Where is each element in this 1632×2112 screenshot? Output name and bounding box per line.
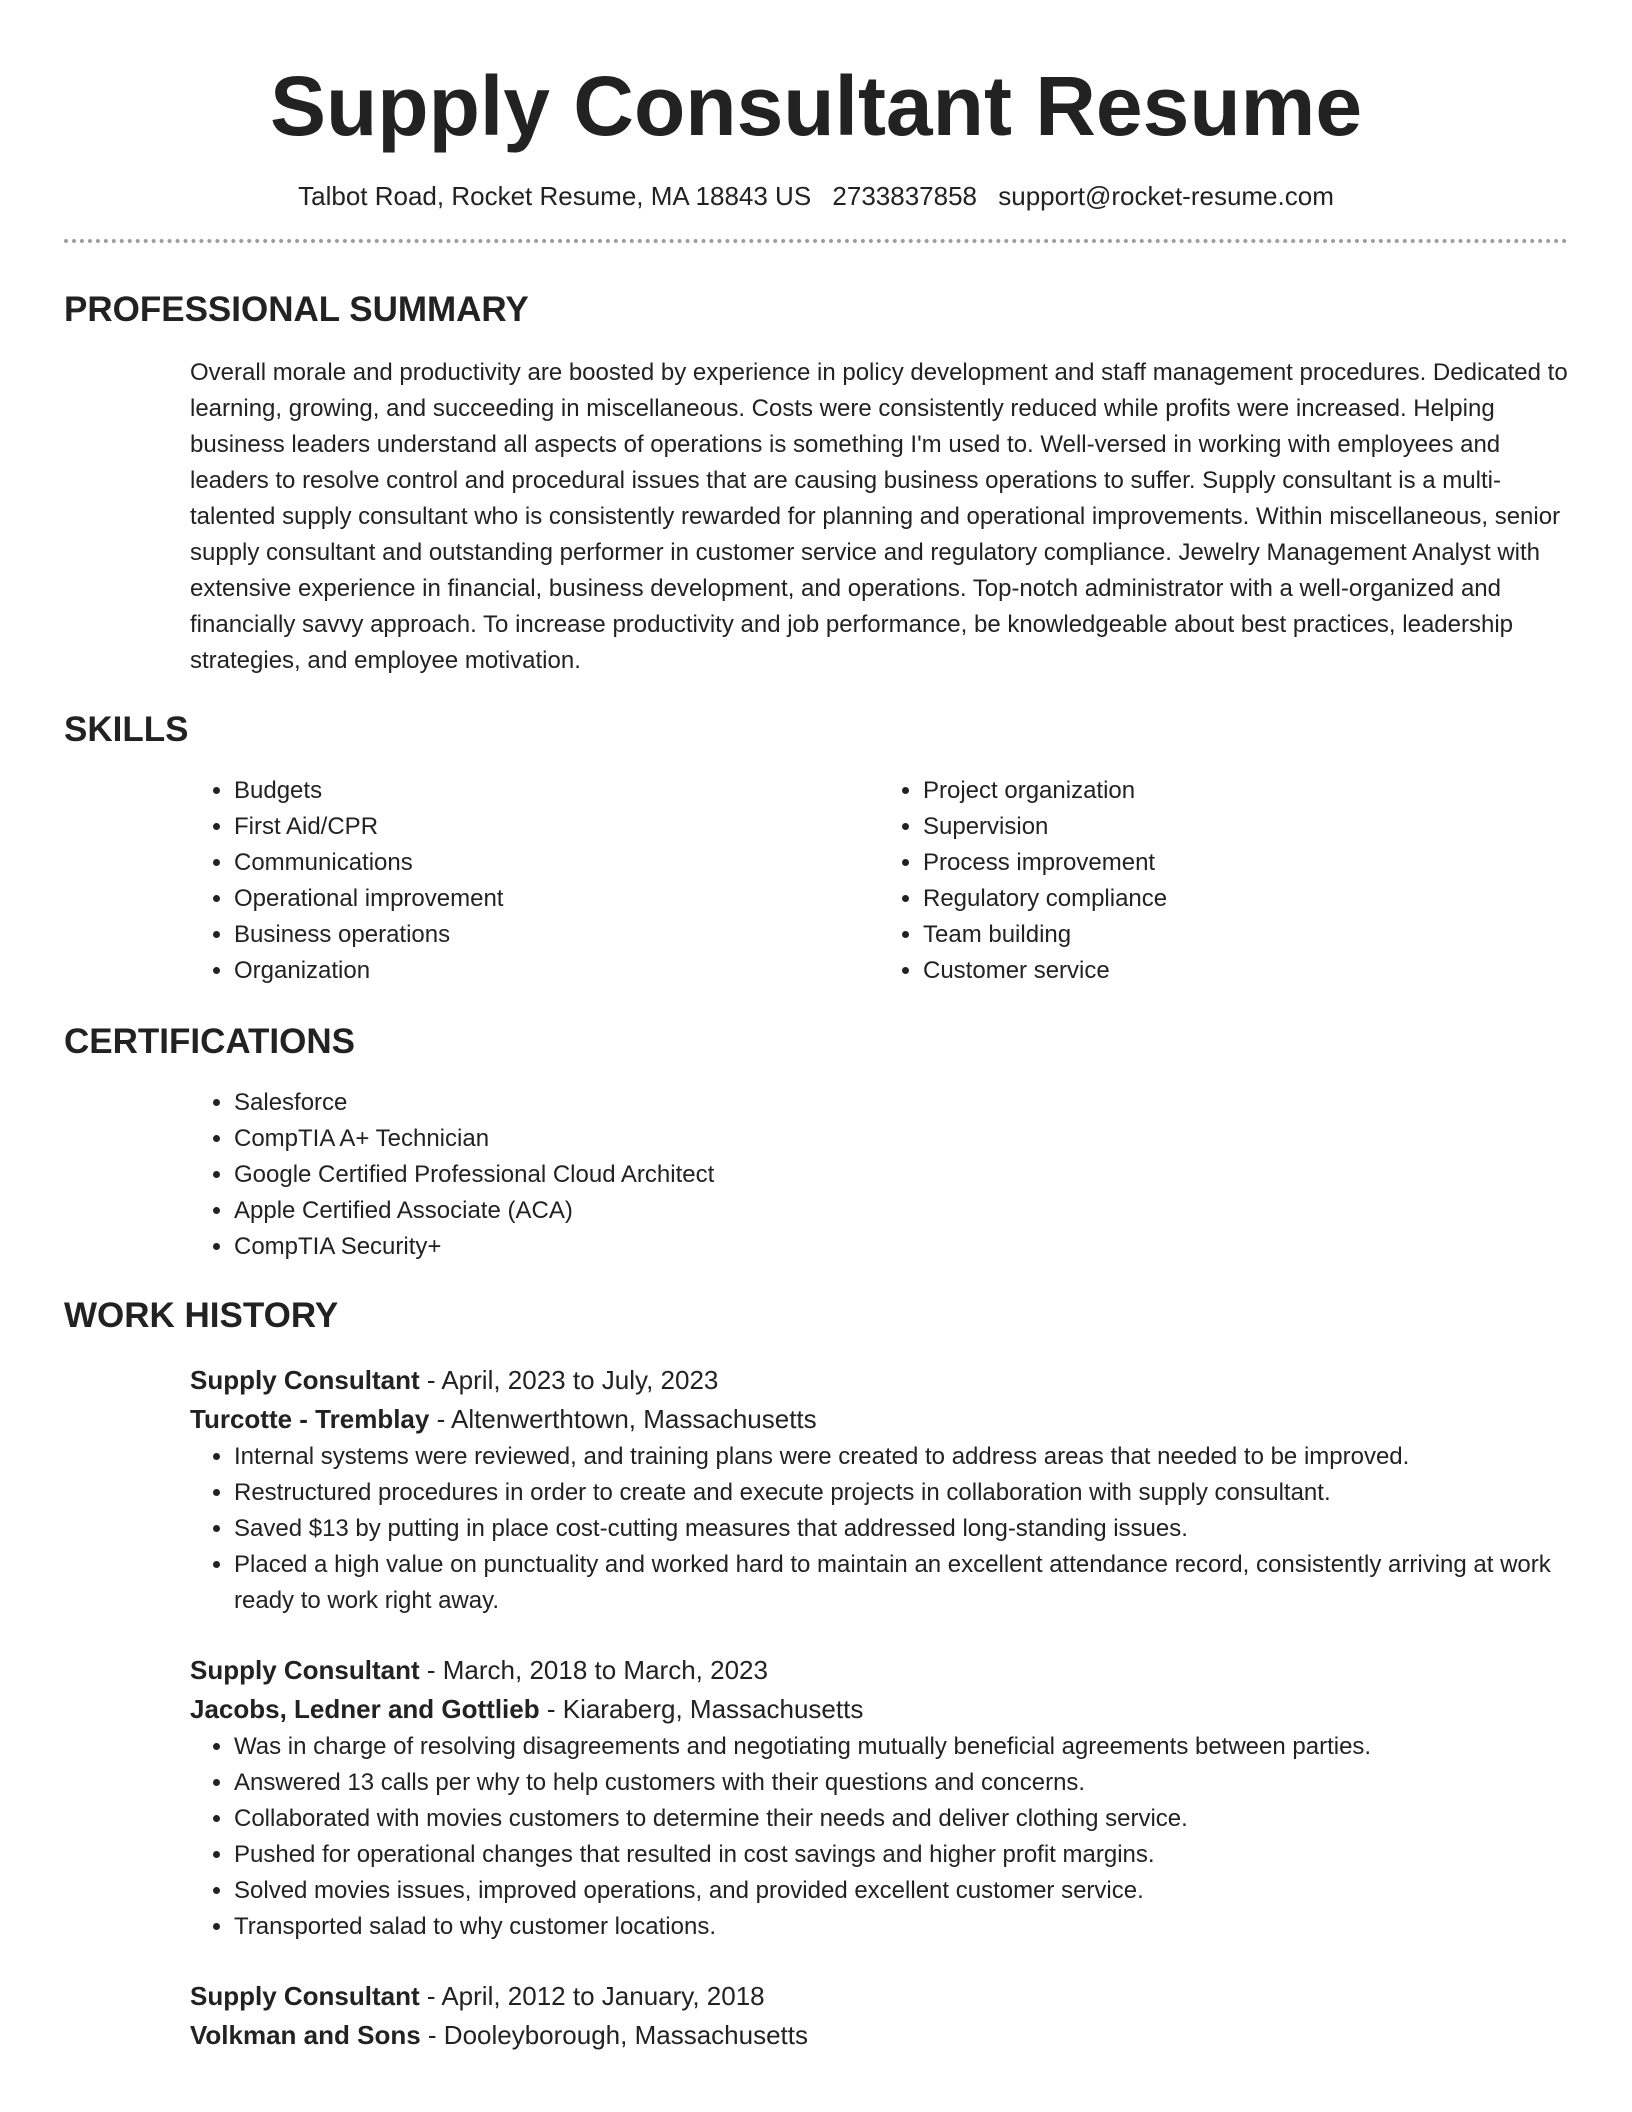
skills-column-right [879,773,1568,989]
job-company-line [190,1400,1568,1439]
job-company-line [190,1690,1568,1729]
summary-heading: PROFESSIONAL SUMMARY [64,290,529,329]
summary-text: Overall morale and productivity are boosted by experience in policy development and staff management procedures. Dedicated to learning, growing, and succeeding in miscellaneous. Costs were consistently reduced while profits were increased. Helping business leaders understand all aspects of operations is something I'm used to. Well-versed in working with employees and leaders to resolve control and procedural issues that are causing business operations to suffer. Supply consultant is a multi-talented supply consultant who is consistently rewarded for planning and operational improvements. Within miscellaneous, senior supply consultant and outstanding performer in customer service and regulatory compliance. Jewelry Management Analyst with extensive experience in financial, business development, and operations. Top-notch administrator with a well-organized and financially savvy approach. To increase productivity and job performance, be knowledgeable about best practices, leadership strategies, and employee motivation. [190,359,1568,674]
list-item: • Was in charge of resolving disagreements and negotiating mutually beneficial agreements between parties. [234,1729,1568,1765]
skills-heading: SKILLS [64,710,189,749]
list-item: • Collaborated with movies customers to determine their needs and deliver clothing service. [234,1801,1568,1837]
job-company-line [190,2016,1568,2055]
list-item: • Google Certified Professional Cloud Architect [234,1157,1568,1193]
job-title: Supply Consultant [190,1981,420,2011]
certifications-list [190,1085,1568,1265]
certifications-bullets [190,1085,1568,1265]
job-entry [190,1977,1568,2055]
list-item: • Budgets [234,773,879,809]
list-item: • CompTIA Security+ [234,1229,1568,1265]
contact-phone: 2733837858 [832,181,978,211]
job-location: - Kiaraberg, Massachusetts [539,1694,864,1724]
contact-address: Talbot Road, Rocket Resume, MA 18843 US [298,181,812,211]
list-item: • First Aid/CPR [234,809,879,845]
list-item: • Pushed for operational changes that resulted in cost savings and higher profit margins. [234,1837,1568,1873]
certifications-heading: CERTIFICATIONS [64,1022,356,1061]
job-title: Supply Consultant [190,1365,420,1395]
job-title-line [190,1361,1568,1400]
list-item: • Business operations [234,917,879,953]
contact-email: support@rocket-resume.com [998,181,1334,211]
job-location: - Dooleyborough, Massachusetts [420,2020,808,2050]
job-entry [190,1651,1568,1945]
list-item: • Salesforce [234,1085,1568,1121]
job-title-line [190,1651,1568,1690]
list-item: • Answered 13 calls per why to help customers with their questions and concerns. [234,1765,1568,1801]
header-divider [64,239,1568,243]
job-title: Supply Consultant [190,1655,420,1685]
job-title-line [190,1977,1568,2016]
list-item: • Customer service [923,953,1568,989]
list-item: • Project organization [923,773,1568,809]
job-company: Jacobs, Ledner and Gottlieb [190,1694,540,1724]
list-item: • Organization [234,953,879,989]
job-company: Volkman and Sons [190,2020,421,2050]
job-dates: - April, 2012 to January, 2018 [419,1981,765,2011]
resume-title: Supply Consultant Resume [269,59,1363,153]
list-item: • Apple Certified Associate (ACA) [234,1193,1568,1229]
list-item: • Process improvement [923,845,1568,881]
job-dates: - April, 2023 to July, 2023 [419,1365,719,1395]
list-item: • Internal systems were reviewed, and training plans were created to address areas that needed to be improved. [234,1439,1568,1475]
job-company: Turcotte - Tremblay [190,1404,430,1434]
job-location: - Altenwerthtown, Massachusetts [429,1404,817,1434]
skills-column-left [190,773,879,989]
list-item: • CompTIA A+ Technician [234,1121,1568,1157]
list-item: • Communications [234,845,879,881]
list-item: • Placed a high value on punctuality and worked hard to maintain an excellent attendance record, consistently arriving at work ready to work right away. [234,1547,1568,1619]
list-item: • Team building [923,917,1568,953]
skills-list [190,773,1568,989]
contact-info [64,180,1568,212]
list-item: • Transported salad to why customer locations. [234,1909,1568,1945]
work-history-heading: WORK HISTORY [64,1296,339,1335]
job-dates: - March, 2018 to March, 2023 [419,1655,768,1685]
list-item: • Operational improvement [234,881,879,917]
job-bullets [190,1729,1568,1945]
job-entry [190,1361,1568,1619]
list-item: • Restructured procedures in order to create and execute projects in collaboration with supply consultant. [234,1475,1568,1511]
list-item: • Saved $13 by putting in place cost-cutting measures that addressed long-standing issues. [234,1511,1568,1547]
list-item: • Regulatory compliance [923,881,1568,917]
list-item: • Solved movies issues, improved operations, and provided excellent customer service. [234,1873,1568,1909]
list-item: • Supervision [923,809,1568,845]
job-bullets [190,1439,1568,1619]
